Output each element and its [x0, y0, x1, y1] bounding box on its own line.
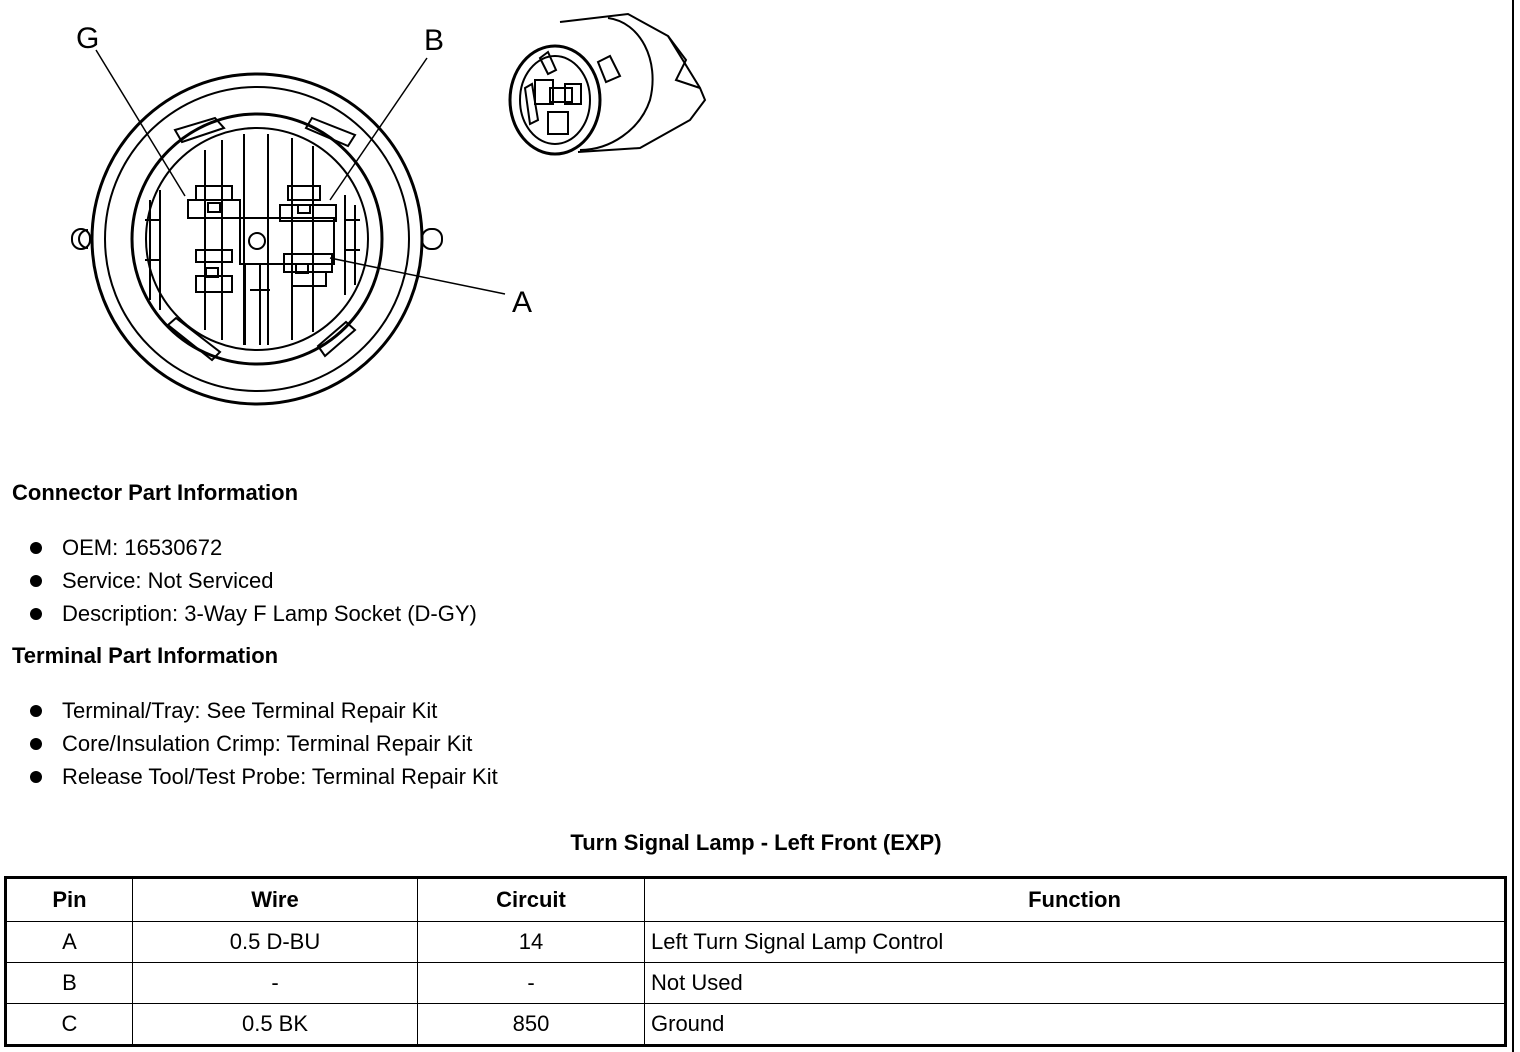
header-pin: Pin [6, 878, 133, 922]
list-item: OEM: 16530672 [28, 531, 477, 564]
list-item: Service: Not Serviced [28, 564, 477, 597]
header-function: Function [645, 878, 1506, 922]
pin-label-g: G [76, 22, 100, 55]
pin-label-b: B [424, 24, 445, 57]
table-row [6, 1004, 1506, 1046]
cell-wire: 0.5 D-BU [133, 922, 418, 963]
socket-perspective-view [510, 14, 705, 154]
list-item: Release Tool/Test Probe: Terminal Repair Kit [28, 760, 498, 793]
terminal-info-title: Terminal Part Information [12, 643, 279, 668]
bullet-icon [30, 542, 42, 554]
terminal-info-list [28, 694, 498, 793]
connector-diagram [0, 0, 720, 420]
cell-circuit: 14 [418, 922, 645, 963]
connector-info-title: Connector Part Information [12, 480, 299, 505]
header-circuit: Circuit [418, 878, 645, 922]
leader-g [96, 50, 185, 196]
header-wire: Wire [133, 878, 418, 922]
cell-pin: B [6, 963, 133, 1004]
cell-pin: C [6, 1004, 133, 1046]
cell-wire: - [133, 963, 418, 1004]
pin-label-a: A [512, 286, 533, 319]
cell-pin: A [6, 922, 133, 963]
cell-circuit: 850 [418, 1004, 645, 1046]
cell-wire: 0.5 BK [133, 1004, 418, 1046]
right-ear [422, 229, 442, 249]
bullet-icon [30, 608, 42, 620]
cell-function: Ground [645, 1004, 1506, 1046]
cell-function: Not Used [645, 963, 1506, 1004]
table-caption: Turn Signal Lamp - Left Front (EXP) [570, 830, 942, 855]
bullet-icon [30, 575, 42, 587]
bullet-icon [30, 705, 42, 717]
cell-circuit: - [418, 963, 645, 1004]
list-item: Terminal/Tray: See Terminal Repair Kit [28, 694, 498, 727]
table-row [6, 922, 1506, 963]
page-border [1512, 0, 1514, 1052]
table-row [6, 963, 1506, 1004]
list-item: Core/Insulation Crimp: Terminal Repair Kit [28, 727, 498, 760]
pin-table [4, 876, 1507, 1047]
connector-info-list [28, 531, 477, 630]
bullet-icon [30, 738, 42, 750]
cell-function: Left Turn Signal Lamp Control [645, 922, 1506, 963]
bullet-icon [30, 771, 42, 783]
list-item: Description: 3-Way F Lamp Socket (D-GY) [28, 597, 477, 630]
table-header-row [6, 878, 1506, 922]
leader-b [330, 58, 427, 200]
